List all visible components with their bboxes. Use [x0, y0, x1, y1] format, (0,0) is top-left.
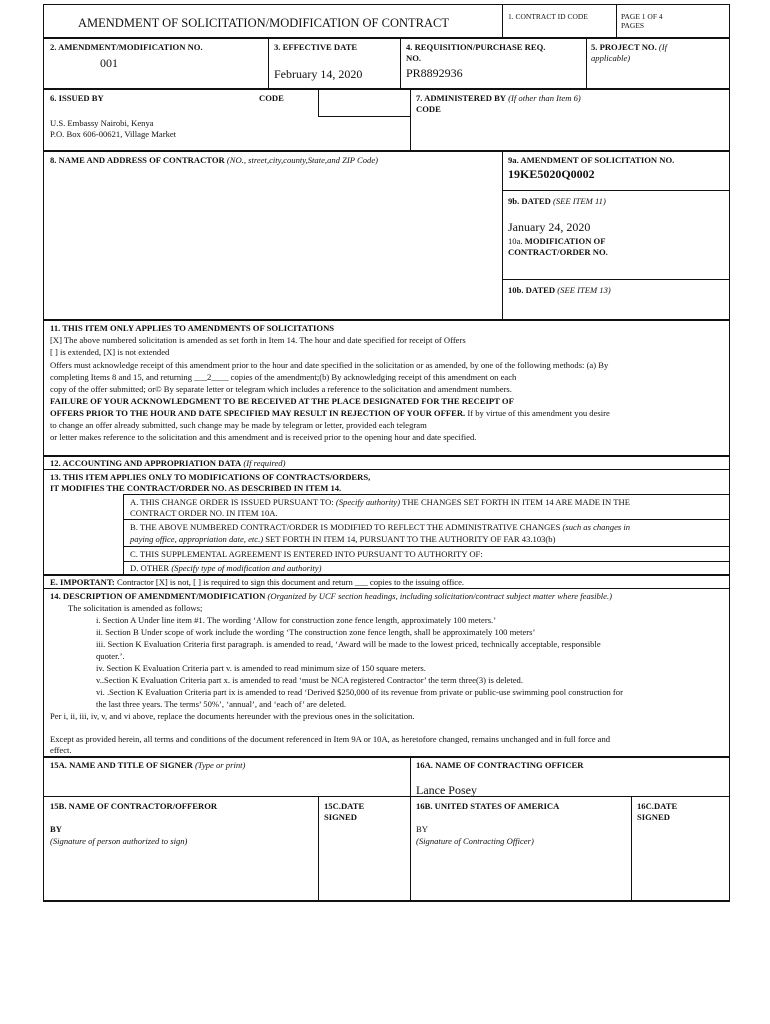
- issued-by-address-1: U.S. Embassy Nairobi, Kenya: [50, 118, 154, 128]
- issued-by-code-label: CODE: [259, 93, 284, 103]
- item13-c: C. THIS SUPPLEMENTAL AGREEMENT IS ENTERED INTO PURSUANT TO AUTHORITY OF:: [130, 549, 483, 559]
- modification-label-text: MODIFICATION OF: [524, 236, 606, 246]
- item-e-label: E. IMPORTANT:: [50, 577, 115, 587]
- modification-label: [508, 236, 605, 247]
- item11-line3: Offers must acknowledge receipt of this amendment prior to the hour and date specified in the solicitation or as amended, by one of the following methods: (a) By: [50, 360, 609, 370]
- item14-heading-note: (Organized by UCF section headings, including solicitation/contract subject matter where feasible.): [267, 591, 612, 601]
- item14-point-ii: ii. Section B Under scope of work include the wording ‘The construction zone fence length, shall be approximately 100 meters’: [96, 627, 536, 637]
- solicitation-amendment-label: 9a. AMENDMENT OF SOLICITATION NO.: [508, 155, 675, 165]
- requisition-label: 4. REQUISITION/PURCHASE REQ.: [406, 42, 546, 52]
- item14-except-1: Except as provided herein, all terms and conditions of the document referenced in Item 9A or 10A, as heretofore changed, remains unchanged and in full force and: [50, 734, 611, 744]
- item13-b-note-2: paying office, appropriation date, etc.): [130, 534, 264, 544]
- item11-line1: [X] The above numbered solicitation is amended as set forth in Item 14. The hour and date specified for receipt of Offers: [50, 335, 466, 345]
- item13-b-text: B. THE ABOVE NUMBERED CONTRACT/ORDER IS MODIFIED TO REFLECT THE ADMINISTRATIVE CHANGES: [130, 522, 561, 532]
- dated-10b-label-text: 10b. DATED: [508, 285, 556, 295]
- page-count-label: PAGE 1 OF 4: [621, 12, 663, 21]
- pages-label: PAGES: [621, 21, 645, 30]
- date-16c-label-1: 16C.DATE: [637, 801, 678, 811]
- item13-d: [130, 563, 321, 574]
- administered-by-label-text: 7. ADMINISTERED BY: [416, 93, 507, 103]
- amendment-no-label: 2. AMENDMENT/MODIFICATION NO.: [50, 42, 203, 52]
- administered-by-note: (If other than Item 6): [508, 93, 581, 103]
- item14-point-vi: vi. .Section K Evaluation Criteria part ix is amended to read ‘Derived $250,000 of its revenue from private or public-use swimming pool construction for: [96, 687, 623, 697]
- signer-15a-note: (Type or print): [194, 760, 246, 770]
- modification-label-num: 10a.: [508, 236, 523, 246]
- contracting-officer-name[interactable]: Lance Posey: [416, 783, 477, 797]
- requisition-label-no: NO.: [406, 53, 422, 63]
- date-15c-label-1: 15C.DATE: [324, 801, 365, 811]
- contractor-label: [50, 155, 378, 166]
- issued-by-address-2: P.O. Box 606-00621, Village Market: [50, 129, 177, 139]
- item-e: [50, 577, 464, 588]
- item14-intro: The solicitation is amended as follows;: [68, 603, 203, 613]
- dated-9b-label: [508, 196, 606, 207]
- dated-9b-value[interactable]: January 24, 2020: [508, 220, 591, 234]
- issued-by-label: 6. ISSUED BY: [50, 93, 104, 103]
- item14-point-v: v..Section K Evaluation Criteria part x. is amended to read ‘must be NCA registered Contractor’ the term three(3) is deleted.: [96, 675, 524, 685]
- item11-line7-rest: If by virtue of this amendment you desire: [465, 408, 610, 418]
- item12-label-text: 12. ACCOUNTING AND APPROPRIATION DATA: [50, 458, 242, 468]
- item11-line2: [ ] is extended, [X] is not extended: [50, 347, 170, 357]
- contracting-officer-label: 16A. NAME OF CONTRACTING OFFICER: [416, 760, 584, 770]
- signer-15a-label: [50, 760, 245, 771]
- item12-label: [50, 458, 285, 469]
- project-no-label-applicable: applicable): [591, 53, 631, 63]
- item11-line9: or letter makes reference to the solicitation and this amendment and is received prior to the opening hour and date specified.: [50, 432, 477, 442]
- project-no-label-text: 5. PROJECT NO.: [591, 42, 657, 52]
- date-16c-label-2: SIGNED: [637, 812, 670, 822]
- effective-date-label: 3. EFFECTIVE DATE: [274, 42, 358, 52]
- item11-line6: FAILURE OF YOUR ACKNOWLEDGMENT TO BE RECEIVED AT THE PLACE DESIGNATED FOR THE RECEIPT OF: [50, 396, 514, 406]
- item14-point-i: i. Section A Under line item #1. The wording ‘Allow for construction zone fence length, approximately 100 meters.’: [96, 615, 497, 625]
- signer-15a-label-text: 15A. NAME AND TITLE OF SIGNER: [50, 760, 193, 770]
- item13-b-note: (such as changes in: [562, 522, 631, 532]
- item13-a-line2: CONTRACT ORDER NO. IN ITEM 10A.: [130, 508, 278, 518]
- item14-heading: [50, 591, 612, 602]
- item13-a-note: (Specify authority): [335, 497, 401, 507]
- item14-per: Per i, ii, iii, iv, v, and vi above, replace the documents hereunder with the previous ones in the solicitation.: [50, 711, 415, 721]
- item14-heading-text: 14. DESCRIPTION OF AMENDMENT/MODIFICATION: [50, 591, 266, 601]
- administered-by-label: [416, 93, 581, 104]
- item13-b-line1: [130, 522, 630, 533]
- contractor-offeror-label: 15B. NAME OF CONTRACTOR/OFFEROR: [50, 801, 218, 811]
- item13-d-note: (Specify type of modification and authority): [171, 563, 322, 573]
- item13-a-rest: THE CHANGES SET FORTH IN ITEM 14 ARE MADE IN THE: [402, 497, 630, 507]
- item14-point-vi-cont: the last three years. The terms’ 50%’, ‘annual’, and ‘each of’ are deleted.: [96, 699, 347, 709]
- contractor-label-note: (NO., street,city,county,State,and ZIP Code): [226, 155, 379, 165]
- solicitation-number[interactable]: 19KE5020Q0002: [508, 167, 595, 181]
- item14-point-iii-cont: quoter.’.: [96, 651, 125, 661]
- effective-date-value[interactable]: February 14, 2020: [274, 67, 363, 81]
- item13-line1: 13. THIS ITEM APPLIES ONLY TO MODIFICATIONS OF CONTRACTS/ORDERS,: [50, 472, 371, 482]
- item13-a-line1: [130, 497, 630, 508]
- contractor-by-label: BY: [50, 824, 62, 834]
- item11-heading: 11. THIS ITEM ONLY APPLIES TO AMENDMENTS OF SOLICITATIONS: [50, 323, 335, 333]
- contracting-officer-signature-note: (Signature of Contracting Officer): [416, 836, 534, 846]
- requisition-value[interactable]: PR8892936: [406, 66, 463, 80]
- item13-a-text: A. THIS CHANGE ORDER IS ISSUED PURSUANT TO:: [130, 497, 334, 507]
- dated-10b-note: (SEE ITEM 13): [557, 285, 611, 295]
- item-e-text: Contractor [X] is not, [ ] is required to sign this document and return ___ copies to the issuing office.: [114, 577, 465, 587]
- contract-id-label: 1. CONTRACT ID CODE: [508, 12, 588, 21]
- item11-line8: to change an offer already submitted, such change may be made by telegram or letter, provided each telegram: [50, 420, 427, 430]
- item14-point-iii: iii. Section K Evaluation Criteria first paragraph. is amended to read, ‘Award will be made to the lowest priced, technically acceptable, responsible: [96, 639, 601, 649]
- form-title: AMENDMENT OF SOLICITATION/MODIFICATION OF CONTRACT: [78, 16, 449, 30]
- modification-label-2: CONTRACT/ORDER NO.: [508, 247, 608, 257]
- dated-9b-label-text: 9b. DATED: [508, 196, 551, 206]
- dated-10b-label: [508, 285, 611, 296]
- item13-b-rest: SET FORTH IN ITEM 14, PURSUANT TO THE AUTHORITY OF FAR 43.103(b): [265, 534, 556, 544]
- project-no-label: [591, 42, 667, 53]
- administered-by-code-label: CODE: [416, 104, 441, 114]
- item13-d-text: D. OTHER: [130, 563, 170, 573]
- item13-b-line2: [130, 534, 555, 545]
- item14-point-iv: iv. Section K Evaluation Criteria part v. is amended to read minimum size of 150 square meters.: [96, 663, 426, 673]
- date-15c-label-2: SIGNED: [324, 812, 357, 822]
- item13-line2: IT MODIFIES THE CONTRACT/ORDER NO. AS DESCRIBED IN ITEM 14.: [50, 483, 342, 493]
- item11-line7-bold: OFFERS PRIOR TO THE HOUR AND DATE SPECIFIED MAY RESULT IN REJECTION OF YOUR OFFER.: [50, 408, 466, 418]
- dated-9b-note: (SEE ITEM 11): [552, 196, 606, 206]
- usa-by-label: BY: [416, 824, 428, 834]
- contractor-label-text: 8. NAME AND ADDRESS OF CONTRACTOR: [50, 155, 225, 165]
- usa-label: 16B. UNITED STATES OF AMERICA: [416, 801, 560, 811]
- amendment-no-value[interactable]: 001: [100, 56, 118, 70]
- item11-line5: copy of the offer submitted; or© By separate letter or telegram which includes a reference to the solicitation and amendment numbers.: [50, 384, 512, 394]
- project-no-label-paren: (If: [658, 42, 668, 52]
- item11-line4: completing Items 8 and 15, and returning ___2____ copies of the amendment;(b) By acknowledging receipt of this amendment on each: [50, 372, 517, 382]
- item12-note: (If required): [243, 458, 286, 468]
- item11-line7: [50, 408, 610, 419]
- item14-except-2: effect.: [50, 745, 72, 755]
- contractor-signature-note: (Signature of person authorized to sign): [50, 836, 188, 846]
